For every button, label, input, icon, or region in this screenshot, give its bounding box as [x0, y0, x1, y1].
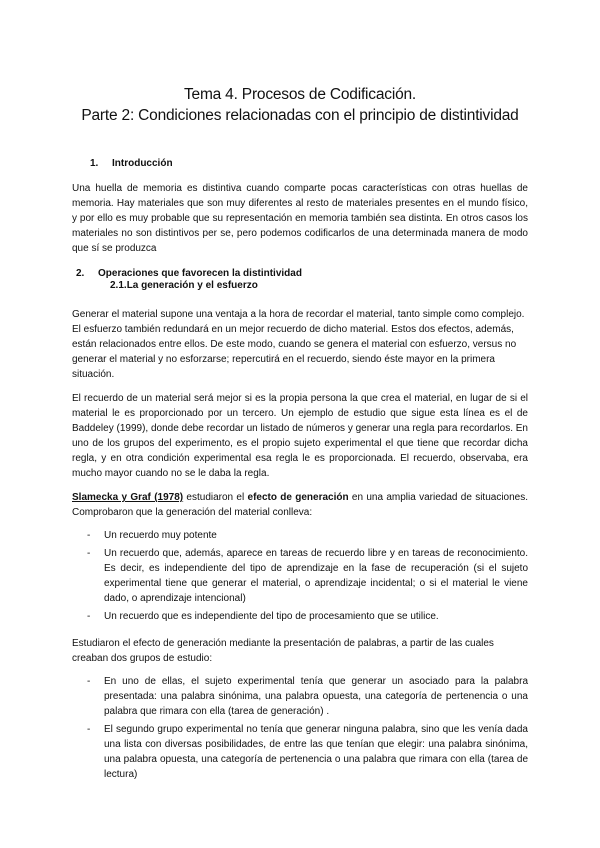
- list-item: - Un recuerdo muy potente: [87, 530, 217, 541]
- bullet-list-efectos: [72, 528, 528, 624]
- section-heading-text: Introducción: [112, 158, 173, 169]
- section-number: 1.: [90, 158, 99, 169]
- bold-term: efecto de generación: [247, 492, 349, 503]
- section-heading-introduccion: [90, 158, 528, 169]
- list-item: - Un recuerdo que es independiente del tipo de procesamiento que se utilice.: [87, 611, 439, 622]
- document-title: Tema 4. Procesos de Codificación.: [183, 86, 417, 103]
- paragraph-slamecka-graf: [72, 490, 528, 520]
- citation-link[interactable]: Slamecka y Graf (1978): [72, 492, 184, 503]
- dash-marker: -: [87, 530, 91, 541]
- document-subtitle: Parte 2: Condiciones relacionadas con el principio de distintividad: [81, 107, 519, 124]
- section-heading-text: Operaciones que favorecen la distintividad: [98, 268, 302, 279]
- subsection-heading: [110, 279, 528, 293]
- section-number: 2.: [76, 268, 85, 279]
- dash-marker: -: [87, 724, 91, 735]
- paragraph-generacion-1: Generar el material supone una ventaja a la hora de recordar el material, tanto simple como complejo. El esfuerzo también redundará en un mejor recuerdo de dicho material. Estos dos efectos, además, están relacionados entre ellos. De este modo, cuando se genera el material con esfuerzo, versus no generar el material y no esforzarse; repercutirá en el recuerdo, siendo éste mayor en la primera situación.: [72, 309, 525, 380]
- text-segment: en una amplia variedad de situaciones. Comprobaron que la generación del material conlleva:: [72, 492, 529, 518]
- dash-marker: -: [87, 676, 91, 687]
- dash-marker: -: [87, 611, 91, 622]
- list-item: - Un recuerdo que, además, aparece en tareas de recuerdo libre y en tareas de reconocimiento. Es decir, es independiente del tipo de aprendizaje en la fase de recuperación (si el sujeto experimental tiene que generar el material, o aprendizaje incidental; o si el material le viene dado, o aprendizaje intencional): [87, 548, 528, 604]
- bullet-list-grupos: [72, 674, 528, 782]
- section-heading-operaciones: [76, 268, 528, 279]
- paragraph-generacion-2: El recuerdo de un material será mejor si es la propia persona la que crea el material, en lugar de si el material le es proporcionado por un tercero. Un ejemplo de estudio que sigue esta línea es el de Baddeley (1999), donde debe recordar un listado de números y generar una regla para recordarlos. En uno de los grupos del experimento, es el propio sujeto experimental el que tiene que recordar dicha regla, y en otra condición experimental esa regla le es proporcionada. El recuerdo, observaba, era mucho mayor cuando no se le daba la regla.: [72, 393, 528, 479]
- list-item: - En uno de ellas, el sujeto experimental tenía que generar un asociado para la palabra presentada: una palabra sinónima, una palabra opuesta, una categoría de pertenencia o una palabra que rimara con ella (tarea de generación) .: [87, 676, 528, 717]
- dash-marker: -: [87, 548, 91, 559]
- paragraph-estudio: Estudiaron el efecto de generación mediante la presentación de palabras, a partir de las cuales creaban dos grupos de estudio:: [72, 638, 494, 664]
- text-segment: estudiaron el: [183, 492, 248, 503]
- list-item: - El segundo grupo experimental no tenía que generar ninguna palabra, sino que les venía dada una lista con diversas posibilidades, de entre las que tenían que elegir: una palabra sinónima, una palabra opuesta, una categoría de pertenencia o una palabra que rimara con ella (tarea de lectura): [87, 724, 528, 780]
- paragraph-intro: Una huella de memoria es distintiva cuando comparte pocas características con otras huellas de memoria. Hay materiales que son muy diferentes al resto de materiales presentes en el mundo físico, y por ello es muy probable que su representación en memoria también sea distinta. En otros casos los materiales no son distintivos per se, pero podemos codificarlos de una determinada manera de modo que sí se produzca: [72, 183, 528, 254]
- title-block: [72, 0, 528, 126]
- subsection-heading-text: La generación y el esfuerzo: [126, 280, 258, 291]
- subsection-number: 2.1.: [110, 280, 127, 291]
